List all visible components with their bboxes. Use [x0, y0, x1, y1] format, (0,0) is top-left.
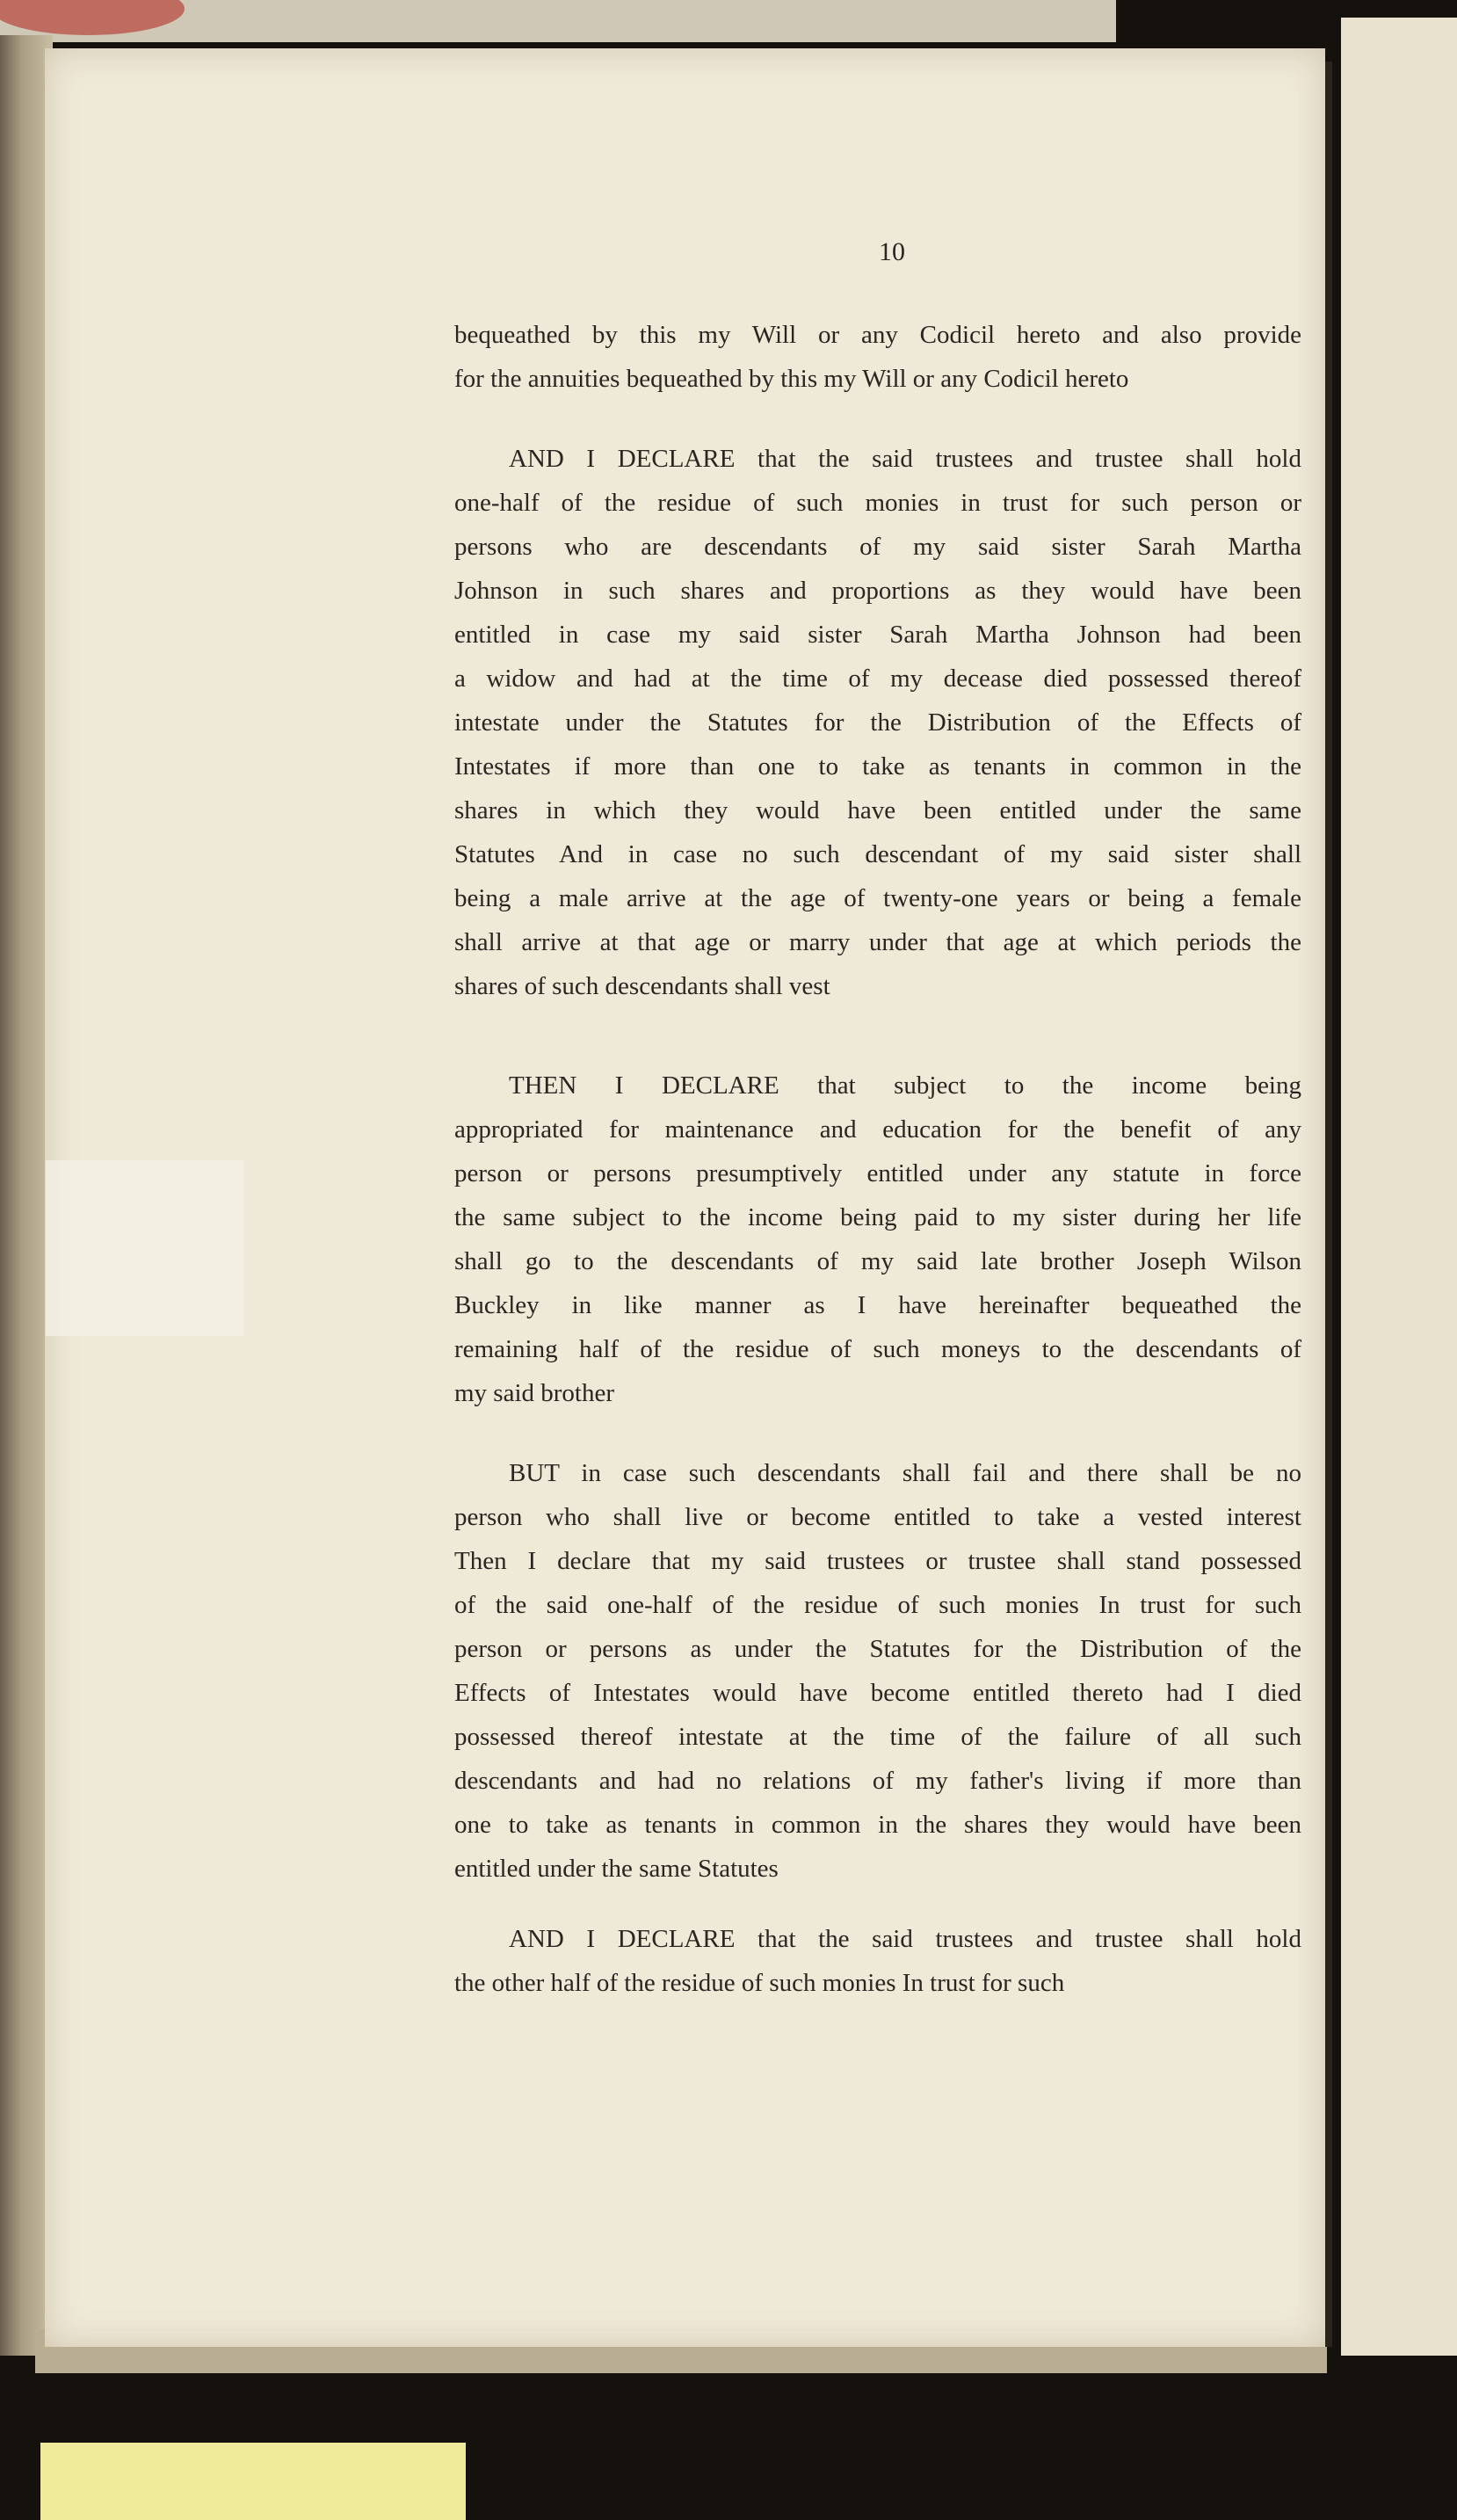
paragraph: [454, 437, 1301, 1008]
text-line: Johnson in such shares and proportions as they would have been: [454, 577, 1301, 605]
text-line: remaining half of the residue of such moneys to the descendants of: [454, 1335, 1301, 1363]
paragraph: [454, 1064, 1301, 1415]
paragraph: [454, 1451, 1301, 1891]
text-line: appropriated for maintenance and education for the benefit of any: [454, 1115, 1301, 1144]
text-line: possessed thereof intestate at the time of the failure of all such: [454, 1723, 1301, 1751]
text-line: Buckley in like manner as I have hereinafter bequeathed the: [454, 1291, 1301, 1319]
text-line: of the said one-half of the residue of such monies In trust for such: [454, 1591, 1301, 1619]
text-line: one to take as tenants in common in the shares they would have been: [454, 1811, 1301, 1839]
text-line: the other half of the residue of such monies In trust for such: [454, 1969, 1065, 1997]
adjacent-page-strip: [0, 0, 1116, 42]
text-line: entitled under the same Statutes: [454, 1855, 779, 1883]
paragraph: [454, 313, 1301, 401]
text-line: shares in which they would have been entitled under the same: [454, 796, 1301, 824]
text-line: Effects of Intestates would have become entitled thereto had I died: [454, 1679, 1301, 1707]
page-number: 10: [879, 237, 905, 266]
text-line: a widow and had at the time of my decease died possessed thereof: [454, 664, 1301, 693]
text-line: being a male arrive at the age of twenty-one years or being a female: [454, 884, 1301, 912]
text-line: intestate under the Statutes for the Distribution of the Effects of: [454, 708, 1301, 737]
adjacent-right-page: [1341, 18, 1457, 2356]
text-line: descendants and had no relations of my father's living if more than: [454, 1767, 1301, 1795]
text-line: persons who are descendants of my said sister Sarah Martha: [454, 533, 1301, 561]
sticky-note: [40, 2443, 466, 2520]
text-line: my said brother: [454, 1379, 615, 1407]
text-line: Then I declare that my said trustees or trustee shall stand possessed: [454, 1547, 1301, 1575]
text-line: AND I DECLARE that the said trustees and trustee shall hold: [509, 1925, 1301, 1953]
text-line: Intestates if more than one to take as tenants in common in the: [454, 752, 1301, 781]
text-line: person or persons presumptively entitled under any statute in force: [454, 1159, 1301, 1187]
text-line: the same subject to the income being paid to my sister during her life: [454, 1203, 1301, 1231]
text-line: for the annuities bequeathed by this my Will or any Codicil hereto: [454, 365, 1129, 393]
text-line: AND I DECLARE that the said trustees and trustee shall hold: [509, 445, 1301, 473]
red-seal-stamp: [0, 0, 185, 35]
page-fold: [1325, 62, 1332, 2347]
text-line: one-half of the residue of such monies in trust for such person or: [454, 489, 1301, 517]
text-line: THEN I DECLARE that subject to the income being: [509, 1071, 1301, 1100]
text-line: shares of such descendants shall vest: [454, 972, 830, 1000]
text-line: entitled in case my said sister Sarah Martha Johnson had been: [454, 621, 1301, 649]
text-line: shall go to the descendants of my said late brother Joseph Wilson: [454, 1247, 1301, 1275]
paragraph: [454, 1917, 1301, 2005]
text-line: shall arrive at that age or marry under that age at which periods the: [454, 928, 1301, 956]
text-line: BUT in case such descendants shall fail and there shall be no: [509, 1459, 1301, 1487]
text-line: person who shall live or become entitled to take a vested interest: [454, 1503, 1301, 1531]
paper-tab: [46, 1160, 243, 1336]
text-line: bequeathed by this my Will or any Codicil hereto and also provide: [454, 321, 1301, 349]
text-line: person or persons as under the Statutes for the Distribution of the: [454, 1635, 1301, 1663]
text-line: Statutes And in case no such descendant of my said sister shall: [454, 840, 1301, 868]
